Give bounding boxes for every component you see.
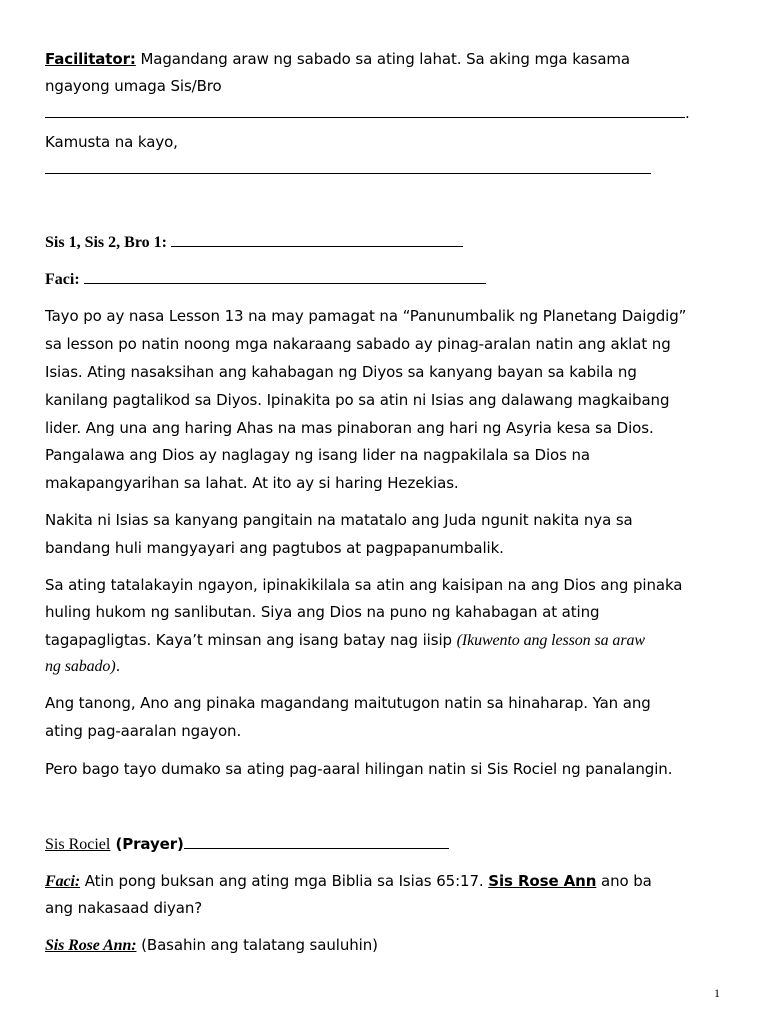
p1-line-7: makapangyarihan sa lahat. At ito ay si haring Hezekias.: [45, 474, 459, 492]
faci-label: Faci:: [45, 271, 80, 288]
facilitator-greeting-text: Magandang araw ng sabado sa ating lahat. Sa aking mga kasama: [135, 50, 631, 68]
sis-bro-line: [45, 234, 463, 252]
p1-line-2: sa lesson po natin noong mga nakaraang sabado ay pinag-aralan natin ang aklat ng: [45, 335, 671, 353]
p3-line-4: [45, 657, 120, 676]
prayer-line: [45, 834, 449, 854]
faci-line: [45, 271, 486, 289]
p1-line-5: lider. Ang una ang haring Ahas na mas pinaboran ang hari ng Asyria kesa sa Dios.: [45, 419, 654, 437]
p2-line-2: bandang huli mangyayari ang pagtubos at pagpapanumbalik.: [45, 539, 504, 557]
p2-line-1: Nakita ni Isias sa kanyang pangitain na matatalo ang Juda ngunit nakita nya sa: [45, 511, 633, 529]
p4-line-1: Ang tanong, Ano ang pinaka magandang maitutugon natin sa hinaharap. Yan ang: [45, 694, 651, 712]
faci-reading-line-2: ang nakasaad diyan?: [45, 899, 203, 917]
rose-ann-speaker: Sis Rose Ann:: [45, 937, 137, 954]
p1-line-4: kanilang pagtalikod sa Diyos. Ipinakita po sa atin ni Isias ang dalawang magkaibang: [45, 391, 670, 409]
faci-speaker: Faci:: [45, 873, 81, 890]
faci-reading-text: Atin pong buksan ang ating mga Biblia sa Isias 65:17.: [80, 872, 489, 890]
facilitator-greeting-line-2: ngayong umaga Sis/Bro: [45, 77, 222, 95]
faci-reading-line-1: [45, 872, 652, 891]
greeting-kamusta: Kamusta na kayo,: [45, 133, 178, 151]
fill-in-line-1: [45, 104, 690, 122]
p5-line: Pero bago tayo dumako sa ating pag-aaral hilingan natin si Sis Rociel ng panalangin.: [45, 760, 673, 778]
rose-ann-name: Sis Rose Ann: [488, 872, 597, 890]
fill-in-blank: [84, 282, 486, 284]
p3-line-2: huling hukom ng sanlibutan. Siya ang Dios na puno ng kahabagan at ating: [45, 603, 600, 621]
faci-reading-text-end: ano ba: [596, 872, 652, 890]
p3-line-1: Sa ating tatalakayin ngayon, ipinakikilala sa atin ang kaisipan na ang Dios ang pinaka: [45, 576, 683, 594]
fill-in-line-2: [45, 160, 651, 178]
p1-line-3: Isias. Ating nasaksihan ang kahabagan ng Diyos sa kanyang bayan sa kabila ng: [45, 363, 637, 381]
facilitator-label: Facilitator:: [45, 50, 136, 68]
stage-direction-end: ng sabado): [45, 658, 116, 675]
fill-in-blank: [45, 116, 685, 118]
sis-bro-label: Sis 1, Sis 2, Bro 1:: [45, 234, 167, 251]
fill-in-blank: [171, 245, 463, 247]
page-number: 1: [714, 986, 720, 1000]
rose-ann-line: [45, 936, 378, 955]
fill-in-blank: [45, 172, 651, 174]
p4-line-2: ating pag-aaralan ngayon.: [45, 722, 242, 740]
p3-line-3: [45, 631, 645, 650]
p3-line-3-text: tagapagligtas. Kaya’t minsan ang isang batay nag iisip: [45, 631, 457, 649]
p3-period: .: [115, 657, 121, 675]
rose-ann-text: (Basahin ang talatang sauluhin): [136, 936, 378, 954]
p1-line-6: Pangalawa ang Dios ay naglagay ng isang lider na nagpakilala sa Dios na: [45, 446, 590, 464]
prayer-speaker: Sis Rociel: [45, 836, 111, 853]
p1-line-1: Tayo po ay nasa Lesson 13 na may pamagat na “Panunumbalik ng Planetang Daigdig”: [45, 307, 687, 325]
facilitator-greeting-line-1: [45, 50, 630, 68]
stage-direction: (Ikuwento ang lesson sa araw: [456, 632, 645, 649]
prayer-label: (Prayer): [115, 835, 184, 853]
blank-period: .: [685, 104, 690, 122]
fill-in-blank: [184, 847, 449, 849]
